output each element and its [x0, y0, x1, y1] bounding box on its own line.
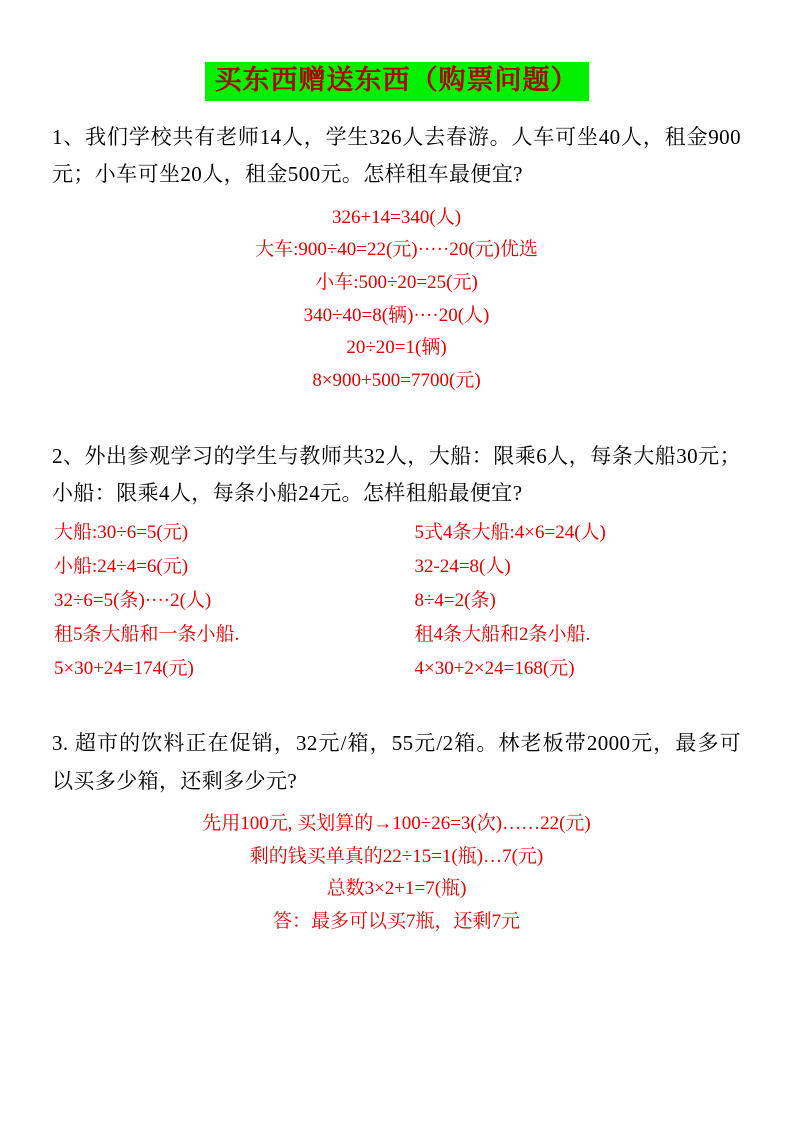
problem-2-answer-left	[52, 516, 381, 685]
problem-1-answer	[52, 202, 741, 398]
answer-line: 5×30+24=174(元)	[54, 657, 194, 679]
answer-line: 340÷40=8(辆)····20(人)	[303, 304, 490, 326]
problem-1	[52, 119, 741, 398]
answer-line: 大船:30÷6=5(元)	[54, 522, 189, 544]
problem-3	[52, 725, 741, 938]
answer-line: 5式4条大船:4×6=24(人)	[414, 522, 606, 544]
section-spacer	[52, 691, 741, 725]
answer-line: 32-24=8(人)	[414, 556, 511, 578]
problem-2-answer-right	[381, 516, 742, 685]
answer-line: 租5条大船和一条小船.	[54, 623, 240, 645]
problem-1-question: 1、我们学校共有老师14人，学生326人去春游。人车可坐40人，租金900元；小车可坐20人，租金500元。怎样租车最便宜?	[52, 124, 741, 187]
answer-line: 小车:500÷20=25(元)	[315, 271, 478, 293]
answer-line: 总数3×2+1=7(瓶)	[326, 878, 467, 900]
answer-line: 326+14=340(人)	[331, 206, 462, 228]
answer-line: 剩的钱买单真的22÷15=1(瓶)…7(元)	[249, 845, 544, 867]
section-spacer	[52, 404, 741, 438]
answer-line: 大车:900÷40=22(元)·····20(元)优选	[255, 239, 538, 261]
problem-3-question: 3. 超市的饮料正在促销，32元/箱，55元/2箱。林老板带2000元，最多可以买多少箱，还剩多少元?	[52, 731, 741, 793]
page-title: 买东西赠送东西（购票问题）	[205, 62, 589, 101]
problem-2-question: 2、外出参观学习的学生与教师共32人，大船：限乘6人，每条大船30元；小船：限乘4人，每条小船24元。怎样租船最便宜?	[52, 443, 741, 505]
answer-line: 小船:24÷4=6(元)	[54, 556, 189, 578]
answer-line: 8×900+500=7700(元)	[312, 369, 481, 391]
problem-2-answer	[52, 516, 741, 685]
answer-line: 答：最多可以买7瓶，还剩7元	[272, 911, 520, 933]
answer-line: 4×30+2×24=168(元)	[414, 657, 575, 679]
problem-2	[52, 438, 741, 686]
answer-line: 32÷6=5(条)····2(人)	[54, 589, 212, 611]
answer-line: 20÷20=1(辆)	[346, 337, 447, 359]
page-title-wrapper	[52, 62, 741, 101]
answer-line: 租4条大船和2条小船.	[414, 623, 591, 645]
answer-line: 8÷4=2(条)	[414, 589, 496, 611]
problem-3-answer	[52, 808, 741, 939]
answer-line: 先用100元, 买划算的→100÷26=3(次)……22(元)	[202, 813, 591, 835]
